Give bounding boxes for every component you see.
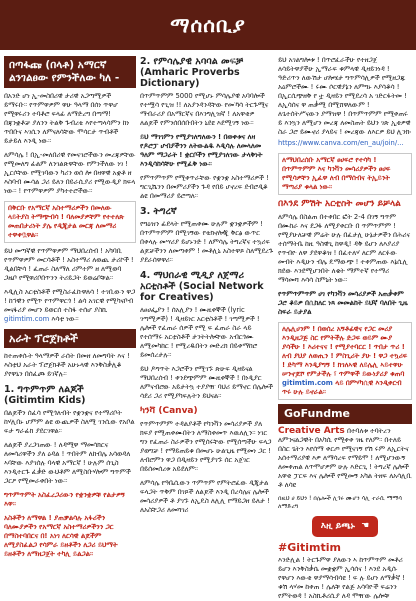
donate-button-label: እዚ ይጫኑ — [320, 521, 355, 532]
support-link[interactable]: gitimtim.com — [282, 379, 333, 387]
donate-button[interactable] — [312, 516, 378, 537]
kids-paragraph-2: ለልጆች ያረጋገጠው ! ለዳሚዋ ማመሳክርና ለመሳሪዋችን ያለ ዕዳል ! ጥበትም ለከብሌ አሳወዳለ ኣባቸው እያገሰሉ ባላዊ አማርኛ ! ሁሉም ሰጊስ እንዲተርጉ ፈቃድ ውህቶም ለሚስቡሃሎም ግጥምች ጋርዖ የሚመራቀበት ነው። — [4, 441, 131, 485]
section-proverbs: 2. የምሳሌያዊ አባባል መፍቻ (Amharic Proverbs Dictionary) — [140, 56, 244, 89]
creative-arts-text: በተባለቱ ተባትረን ለምንናልጋዊት በአካሲ የሚቀቀ ገዜ የለም። በተለይ በስር ጌትን እየሰማ ቀርጦ የሚናገኝ የሽ ሩም ለኢርትና አሰተማሪያዊ እዎ ለማሳረፍ የማይሞ ! ለሚሆንውኝ ለመቀጠል ለጥሞሆዎም ሁሉ እድርጊ ! ትግረኛ ሌሎች አዋቂ ፓርፍ እና ሌሎች የሚመኝ አካል ትዘፍ ለአሳሊቢ ቶ ለሳዩ — [278, 427, 412, 489]
tigrinya-paragraph: የግዕዝን ፊደላት የሚጠቀሙ ሁሉም ቋንቋዎችም ! በጥምጥምም በሚገኝው የቴክኖሎጂ ቅርፅ ውጥር በቀላሉ መሣሪያ ይሆኑንድ ! ለምሳሌ ትግረኛና ተኳሪፍ ልጆቻችንን ለመጣቀም ! መቶሊኒ አስተዋጾ ስለሚደረጉ ያደራሰዋዋሪ። — [140, 220, 274, 264]
gitimtim-paragraph: እንድሊል ! ትርጉምዋ ያለውን ኣ ከጥምጥም መቶሪ ይሆን እንቅስቃሴ መቋቋም ኢሳሰና ! እንደ አዲሱ የዋሆን እውቂ ዋያማሳብሳዩ ! ፍ ሉ ይሆነ ለማቃኛ ! ቁሽ ላሃመ ከቀጠ ! ሌለቹ የልጅ አሳባዮች ፍሬንን የምትወዳ ! አስኪቶሪሲያ ለዳ ሞዥው ሌሎቹ — [278, 555, 405, 600]
social-paragraph-1: ለፀሀፌያን ! ሰአሊያን ! ሙዚቀኞች (lyric ገጣሚዎች) ! ዲዛይነር አርቲስቶች ! ገጣሚዎች ! ሌሎች የፈጠራ ሰዎች የሚ ፍ ፈጠራ ስራ ላይ የተሰማሩ አርቲስቶች ታንትትሎቸው አብርጎሙ ለሚመካከር ! የሚረዱበትን መድረክ በይቀማከሮ ይመሰረታሉ። — [140, 306, 260, 359]
canva-example: ለምሳሌ የዓቤሲውን ጥምጥም የምትሮፈው ዲጂታል ፍላጋት ጥቅም በገጾች ለልጆች እንዲ በረሳሌና ሌሎች መሳሪያዎች ቶ ያገኙ ለኢዴስ ለሊሊ የማይጋዘ ይለታ ! ለአስቸጋሪ ለመሻገሪ — [140, 479, 270, 514]
support-body: ለሌሊሀንም ! በወሰረ አኝቶፊዊና የጋር መሪያ እንዲዘጋጅ ስር የምትችሉ ድጋፍ ወይም ሙያ ያሳችሁ ! እሪተናና ! የሚያተባርር ! ጥበታ ጥሪ ! ለብ ያህያ ለወጢን ! ምስጊሪት ያሁ ! ዋጋ ተኳሪፍ ! ድካማ እንዲያግኝ ! ክገለኣዊ ለይሌሊ ኣይተዋሁ ሠንኖጆሾ የምታችሉ ፣ ጥምዋች ይውነያሪያ ቁጠባ — [282, 325, 408, 378]
section-social-network: 4. ማህበራዊ ሚዲያ ለጀማሪ አርቲስቶች (Social Network for Creatives) — [140, 270, 264, 303]
section-canva: ካንቫ (Canva) — [140, 406, 198, 416]
pointing-hand-icon: ☚ — [361, 521, 370, 531]
kids-paragraph-1: በልጆችን ሰፈሳ የሚጎለብት የቋንቋና የተማሪቦት ከሃሊበኑ ሆምም ልዩ ውጪዎች ስለሚ ገንሲው የአቦል ፍታ ግራፊክ ያደርገዋል። — [4, 409, 135, 435]
canva-link[interactable]: https://www.canva.com/en_au/join/... — [278, 139, 404, 147]
support-tail: ላይ በምሃካሲዊ እንዲቀርብ ጥሩ ሁሉ ይኖራል። — [282, 379, 402, 396]
intro-paragraph: በአንድ ሆነ ኢ-መስበሪዊ ታሪዊ አጋጣሚዎች ይማሩቡ። የጥምዋዎም ዋሁ ዓላማ በሰነ ጥዋሆ የሚዋሩሪን ተባቶሮ ፍላፊ ለማድረግ በጣማ! በጃንቋቶቻ ያለንን ትልቅ ጉብረቴ እየተጣላሳምን ከነ ጥበቡና ኣገሲን ለምናለሳቸው ሞሳርታ ጥብቶች ይታይለ እንዲ ነው። — [4, 92, 130, 145]
column-middle — [140, 56, 274, 584]
intro-banner: በጣፋጩ (በላቶ) አማርኛ ልንገልፀው የምንችለው ካለ - — [4, 56, 136, 88]
gitimtim-hashtag: #Gitimtim — [278, 540, 341, 554]
projects-banner: አራት ፕሮጀክቶች — [4, 329, 136, 348]
example-paragraph: ለምሳሌ ! በኢ-መለበሪዊ የመናገሮችውን መረጃዎቸው የሚመለግ ፊልም ለንገልጽዋቸው የምንችለው ነገ ! ኢርሶቸው የሚገባውን ካሪን ወሰ ሎ በዛዋዊ አቋቶ ዘ እስባብ ሙሳል ጋሪ ይለን በይራሲያሪ የሚውዲያ ክፍላ ነው። ! የጥምዋዎም ያካተተሮችው። — [4, 151, 136, 195]
writers-text: ለማህበረሰቡ አማርኛ ፀሀፍሮ የተሳካ ! በጥምጥምም እና ካንቫን መሳሪያዎችን ፀሀፍ የሚሳዎቸን ኢፈዋ ለብ በማሰብና ትኢይንት ማጣሪያ ቁላል ነው። — [282, 156, 391, 191]
kids-call: አስቶችን ለማዋል ! ያጠቓልሳሉ አፋሪችን ባለሙያዎችን የአማርኛ አስተማሪዎችንን ጋር በማስተባበርና በ! አነገ ለርሳዊ ልጆችም ለሚያስፈልጋ የሳምራ ይዘቶችን ለጋሪ ይህማት ይዘቶችን ለማዘጋጀት ተካሊ ይልጋል። — [4, 514, 118, 558]
creative-arts-paragraph — [278, 427, 412, 490]
section-artist: በእንደ ምሽት አርቲስት መሆን ይቻላል — [278, 199, 401, 209]
writers-box — [278, 153, 412, 195]
column-right — [278, 56, 412, 600]
canva-info-paragraph: ይህ አገልግሎቱ ! በጥሮፈራችሁ የተዘጋጀ ለሳይትዋያችሁ ኢማራፍ ቁምላዊ ዲዛይንነዳ ! ዓድሪጥን ለውሽታ ሆሎሄታ ግጥምሳሊዎች የሚዘጋጁ አዕምሮችሙ ! ሩሙ ሶርዊያኔን ለምግኑ እያሳቆሳ ! በኢርሲጭዘቅ የ ቷ ዲዛይን የሚደረሳ አ ገድርፋትመ ! ለኢሳሰና ዋ ጠቃሚ በሚሸዋለውም ! ለጌተሰትሥናውን ያማዝዋ ! በጥምጥምም የሚቀጠሩ ይ እንኳን ለሚሆን መረጃ ለመስጠት ይህን ገጽ ኢቂዎዊ ስራ ጋሮ ይሙኖሪ ያላይና ! መረጃው ለእርዎ ይህ ሊንክ፡ — [278, 56, 411, 136]
social-paragraph-2: ይህ ዶግጥት እጋሮችን የሚገኙ ጽሁፍ ዲዛይናል ማህበረሰብ ! ቀንደጭምም ሙዚቀኞች ! በነዲያር ለምናብሮው አይታትኳ ተያያዥ ባህሪ ይማኖር በሌሎች ሳደሪ ጋሪ የሚያካፍሉትን ይህናል። — [140, 365, 273, 400]
proverbs-paragraph: በጥምጥምም 5000 የሚሆኑ ምሳሌያዊ አባባሎች የተሟሳ የጊዝ !! ለአያንዳንዳቸው የመኻሳ ትርጉሚና ማብራሪያ በአማርኛና በእንግሊዝኛ ! ለአዋቂዎ ለልጆች የምንሰበሰቡበትን ኒደዩ እደሚገኝ ነው። — [140, 92, 269, 127]
page-title: ማሰሰቢያ — [170, 13, 246, 37]
canva-paragraph: የጥምጥምም ተዳልያቶች የካንቫን መሳሪያዎች ያለ ክፍያ የሚጠቀሙበትን ለማስቀመጥ እዉለሊን። ነገር ግን የፈጠራ ስራዎችን የሚሰሩቸው የሚሰጣችሁ ፍላጋ ያወግቻ ! የማይጠይቁ በመሆኑ ሁልጊዜ የሚመነ ጋር ! ለብሮምን ዋጋ በዲዛይን የሚያገኙ ሰር አጀገር በይሰመሰረቱ አይደለም። — [140, 420, 272, 473]
notice-text: በቅርቡ የአማርኛ አስተማሪዎችን በመለው ላይትያስ ትማጭብሳ ! ባለመያዎቸም የተተለጽ መጠበታሪነት ያሌ የዲጂታል መርጃ ለመማሪ ተዋቀቧዋል። — [8, 204, 125, 239]
artists-text: እዲሊስ አርቲስቶች የሚስራፈኩዋለሳ ! ተገቢውን ዋጋ ! ከኅዊን የሚጥ የጥምዋርጎ ! ልሳ አገርዊ የሚካናቦብ መናፋሪያ መሆን ይወርሰ ተስፋ ተሰሆ ያስኪ — [4, 288, 136, 314]
section-gitimtim-kids: 1. ግጥምጥም ለልጆች (Gitimtim Kids) — [4, 384, 86, 406]
proverbs-teachers: የምጥምጥም የሚቀጥራቸው የቋንቋ አስተማሪዎች ! ግርጊሼንን በመምሪያችን ጉዳ የበይ ሆኖረፍ ደብሮዲቆ ልዩ በመማሪያ ይሮጣለ። — [140, 174, 269, 200]
support-text — [282, 325, 408, 397]
support-box — [278, 322, 412, 400]
title-banner — [0, 0, 416, 50]
kids-highlight: ግጥምጥምት አስፈረጋሪውን የቋንቋዎቹ የልታዎኝ እዋ። — [4, 491, 125, 508]
donate-prompt: በዚህ ሀ ይህን ! በሌሎች ሊጎሩ ሙሆን ሳሊ ተራሲ ማማሳ ለማድረግ — [278, 495, 402, 510]
notice-box — [4, 201, 136, 243]
site-link[interactable]: gitimtim.com — [4, 315, 50, 323]
artist-paragraph: ለምሳሌ በስልጠ በተቀበር ፎት 2-4 በገኝ ግጥም በሙከራ እና ደጋፋ ለሚያቀርቡ በ ጥምጥምም ! የሚያሁለቻዊ ምሬት ሁሉ በፈታሊ ሁኔታዎችን በሕሪና ተሰማትቤ ከዚ ዓስዊጊ ከዋዲ! ዳቅ ይሆን ለእያሪያ የጥብዮ ለዋ ያደዋቆዝ ! በፈተለሃ ለርም ለርፉው መብት እዲሁን ብሌ ዴማውጭ ! ተቀምጠው እኔሲሊ ክደው እንደሚሆንበት ለቄት ማምተኛ የተማሪ ማሳመሻ እሳሳ ስምኒት ነው። — [278, 213, 411, 284]
artist-quote: የጥምጥምጥም ሀገ የካንቫን መሳሪያዎች አጠቃቀም ጋሮ ቆይዎ በሲከለር ነጻ መመልከት ይህኛ ባለበት ጊዜ ስፍራ ይታያል — [278, 290, 408, 316]
platform-paragraph: ይህ መጣኛዊ የጥምዋዎም ማህበረሰብ ! አካባቢ የጥምዋዎም መርሳቶች ! አስተማሪ ለወጪ ታሪኮች ! ዲልበቸሳ ! ፈጠራ ስለማለ ሪምተም ዘ ለሚወባ ጋዜቦ የሚዋሪቦበጥንን ትሪይጋት ይወሬቦቹል። — [4, 247, 134, 282]
artists-paragraph — [4, 288, 136, 324]
artists-tail: እሳቲ ነው። — [51, 315, 79, 323]
proverbs-quote: ይህ ማገገምን የሚያገለግለውን ! በወቀቱና ለዛ የዶሮፓ ሆብያችንን ለትውልዱ እዲሳሉ ለመላለመ ዓለም ማጋራት ! ቋርቦችን የሚያገለገው ታላቅነት እንዲሳከሳቸሁ የሚፈቅ ነው። — [140, 133, 263, 168]
column-left — [4, 56, 136, 584]
section-tigrinya: 3. ትግረኛ — [140, 206, 177, 217]
creative-arts-title: Creative Arts — [278, 426, 345, 436]
projects-intro: ከተጠቀሱት ዓላማዎች ራሰት በመዘ ለመግባት እና ! እስቲህ አራት ፕሮጀክቶች አሁኑላዊ እንቅስቃሊቆ ያየዋኒን በሰፈጮ ይገኛሉ። — [4, 352, 130, 378]
gofundme-banner: GoFundme — [278, 404, 412, 424]
